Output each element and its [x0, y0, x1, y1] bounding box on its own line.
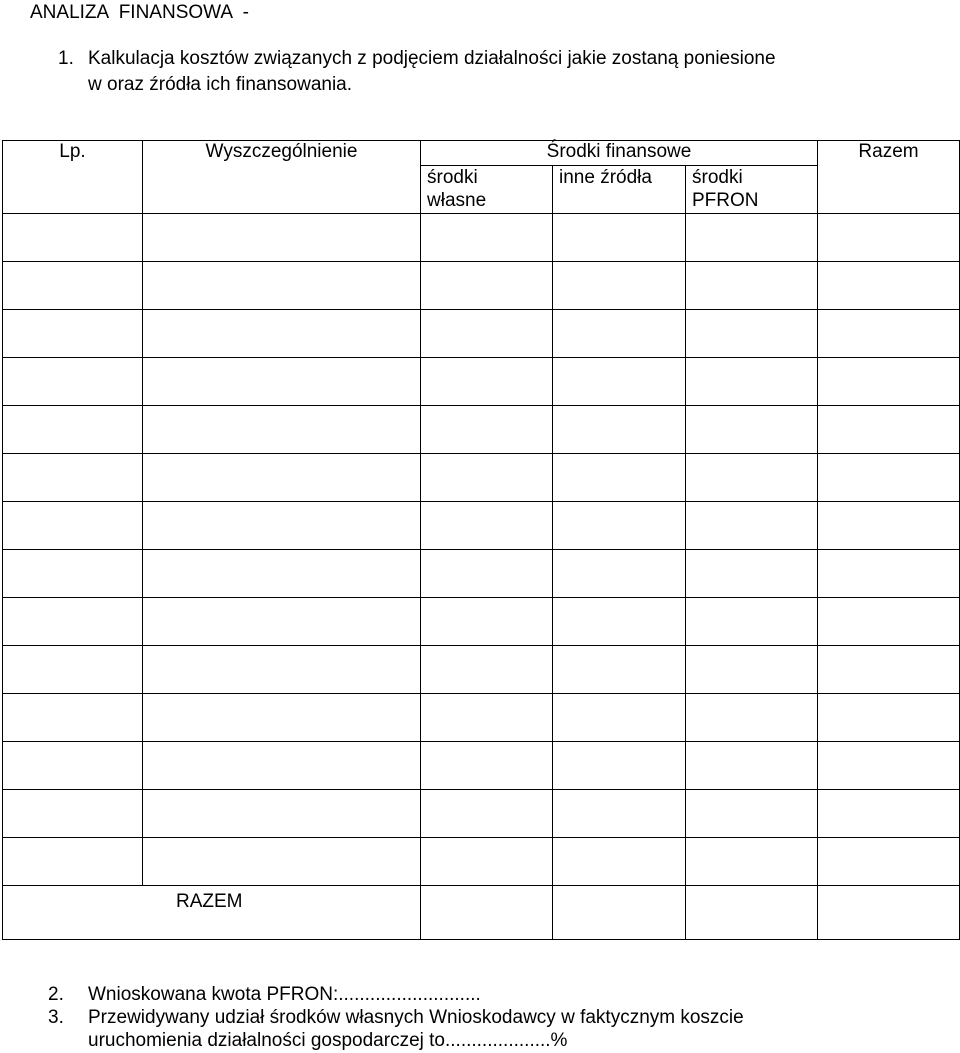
cell[interactable] — [818, 358, 960, 406]
cell[interactable] — [3, 694, 143, 742]
table-row — [3, 694, 960, 742]
cell[interactable] — [818, 406, 960, 454]
total-pfron-cell[interactable] — [686, 886, 818, 940]
table-row — [3, 742, 960, 790]
cell[interactable] — [3, 502, 143, 550]
cell[interactable] — [818, 550, 960, 598]
cell[interactable] — [686, 262, 818, 310]
cell[interactable] — [3, 646, 143, 694]
cell[interactable] — [686, 406, 818, 454]
cell[interactable] — [421, 694, 553, 742]
cell[interactable] — [553, 838, 686, 886]
cell[interactable] — [3, 262, 143, 310]
cell[interactable] — [553, 550, 686, 598]
table-row — [3, 790, 960, 838]
cell[interactable] — [143, 406, 421, 454]
cell[interactable] — [818, 742, 960, 790]
cell[interactable] — [818, 790, 960, 838]
cell[interactable] — [143, 214, 421, 262]
cell[interactable] — [818, 310, 960, 358]
cell[interactable] — [3, 742, 143, 790]
cell[interactable] — [3, 550, 143, 598]
cell[interactable] — [553, 598, 686, 646]
section-3 — [48, 1006, 948, 1029]
table-header-row — [3, 141, 960, 166]
cell[interactable] — [686, 454, 818, 502]
cell[interactable] — [143, 742, 421, 790]
table-row — [3, 502, 960, 550]
cell[interactable] — [818, 262, 960, 310]
subheader-pfron-funds: środki PFRON — [686, 166, 818, 214]
section-2-text: Wnioskowana kwota PFRON:........................... — [88, 984, 481, 1005]
cell[interactable] — [818, 502, 960, 550]
cell[interactable] — [421, 454, 553, 502]
cell[interactable] — [686, 790, 818, 838]
cell[interactable] — [421, 214, 553, 262]
total-sum-cell[interactable] — [818, 886, 960, 940]
cell[interactable] — [818, 454, 960, 502]
header-financial-means: Środki finansowe — [421, 141, 818, 166]
cell[interactable] — [553, 262, 686, 310]
total-label: RAZEM — [3, 886, 421, 940]
table-row — [3, 454, 960, 502]
cell[interactable] — [421, 310, 553, 358]
cell[interactable] — [686, 214, 818, 262]
cell[interactable] — [553, 646, 686, 694]
cell[interactable] — [421, 790, 553, 838]
cell[interactable] — [686, 358, 818, 406]
cell[interactable] — [143, 358, 421, 406]
section-3-line-1: Przewidywany udział środków własnych Wnioskodawcy w faktycznym koszcie — [88, 1007, 744, 1028]
page-heading: ANALIZA FINANSOWA - — [30, 2, 249, 23]
cell[interactable] — [3, 358, 143, 406]
cell[interactable] — [3, 838, 143, 886]
cell[interactable] — [3, 310, 143, 358]
cell[interactable] — [3, 406, 143, 454]
table-row — [3, 406, 960, 454]
cell[interactable] — [553, 358, 686, 406]
cell[interactable] — [686, 502, 818, 550]
cell[interactable] — [143, 694, 421, 742]
cell[interactable] — [686, 598, 818, 646]
cell[interactable] — [143, 550, 421, 598]
table-row — [3, 262, 960, 310]
cell[interactable] — [818, 694, 960, 742]
table-row — [3, 598, 960, 646]
cell[interactable] — [686, 694, 818, 742]
cell[interactable] — [143, 790, 421, 838]
section-2 — [48, 983, 948, 1006]
section-1-line-1: Kalkulacja kosztów związanych z podjęciem działalności jakie zostaną poniesione — [88, 48, 776, 69]
cell[interactable] — [143, 262, 421, 310]
section-1-line-2: w oraz źródła ich finansowania. — [88, 74, 353, 95]
header-lp: Lp. — [3, 141, 143, 214]
cell[interactable] — [3, 598, 143, 646]
table-row — [3, 646, 960, 694]
cell[interactable] — [553, 502, 686, 550]
cell[interactable] — [421, 502, 553, 550]
table-row — [3, 358, 960, 406]
header-description: Wyszczególnienie — [143, 141, 421, 214]
cell[interactable] — [553, 454, 686, 502]
cell[interactable] — [421, 742, 553, 790]
section-3-line-2: uruchomienia działalności gospodarczej to....................% — [88, 1030, 568, 1051]
cell[interactable] — [818, 838, 960, 886]
cell[interactable] — [421, 550, 553, 598]
cell[interactable] — [553, 790, 686, 838]
section-1-number: 1. — [58, 48, 74, 69]
table-row — [3, 838, 960, 886]
cell[interactable] — [421, 646, 553, 694]
cell[interactable] — [143, 646, 421, 694]
subheader-other-sources: inne źródła — [553, 166, 686, 214]
subheader-own-funds: środki własne — [421, 166, 553, 214]
cell[interactable] — [143, 454, 421, 502]
cell[interactable] — [686, 310, 818, 358]
cell[interactable] — [421, 262, 553, 310]
cell[interactable] — [686, 550, 818, 598]
total-own-funds-cell[interactable] — [421, 886, 553, 940]
cell[interactable] — [143, 310, 421, 358]
cell[interactable] — [553, 214, 686, 262]
cell[interactable] — [686, 742, 818, 790]
cell[interactable] — [818, 214, 960, 262]
section-1 — [58, 46, 938, 98]
cell[interactable] — [143, 502, 421, 550]
cell[interactable] — [686, 838, 818, 886]
cell[interactable] — [143, 838, 421, 886]
table-total-row — [3, 886, 960, 940]
cell[interactable] — [421, 598, 553, 646]
cell[interactable] — [553, 742, 686, 790]
table-row — [3, 214, 960, 262]
header-total: Razem — [818, 141, 960, 214]
cost-table — [2, 140, 960, 940]
cell[interactable] — [143, 598, 421, 646]
table-row — [3, 310, 960, 358]
cell[interactable] — [818, 598, 960, 646]
bottom-sections — [48, 983, 948, 1052]
cell[interactable] — [3, 454, 143, 502]
section-2-number: 2. — [48, 984, 64, 1005]
cell[interactable] — [553, 406, 686, 454]
cell[interactable] — [553, 694, 686, 742]
total-other-sources-cell[interactable] — [553, 886, 686, 940]
section-3-number: 3. — [48, 1007, 64, 1028]
cell[interactable] — [686, 646, 818, 694]
cell[interactable] — [3, 214, 143, 262]
cell[interactable] — [553, 310, 686, 358]
cell[interactable] — [421, 406, 553, 454]
cell[interactable] — [818, 646, 960, 694]
cell[interactable] — [421, 838, 553, 886]
table-row — [3, 550, 960, 598]
cell[interactable] — [3, 790, 143, 838]
cell[interactable] — [421, 358, 553, 406]
